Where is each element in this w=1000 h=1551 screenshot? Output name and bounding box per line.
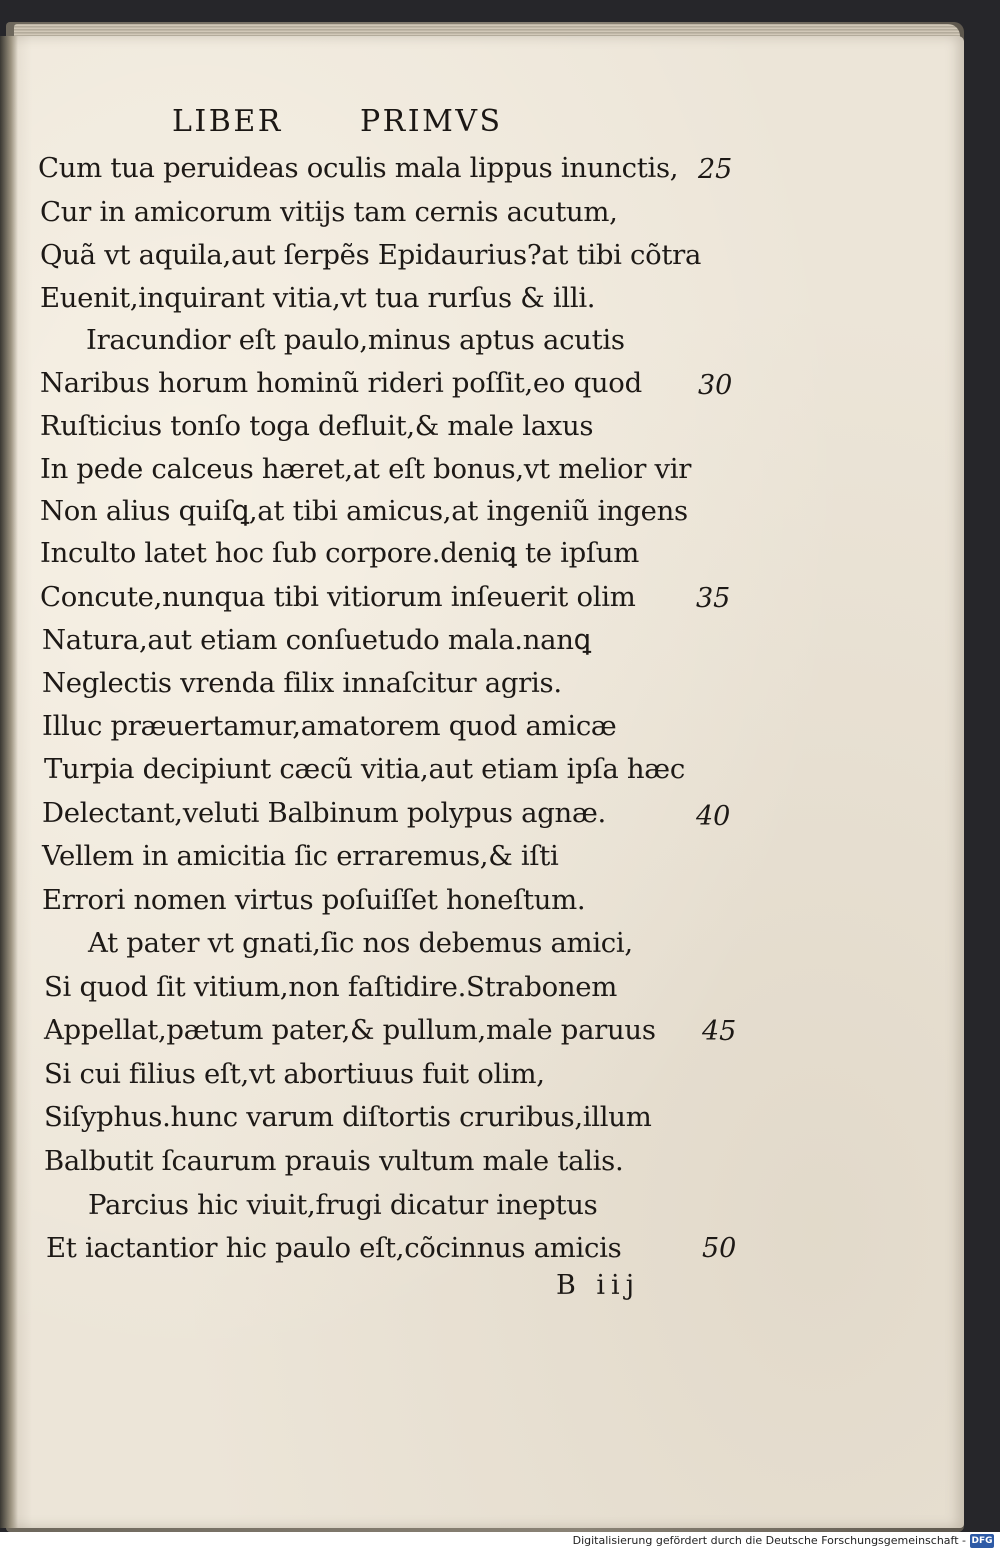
verse-line: Cur in amicorum vitijs tam cernis acutum, (40, 196, 618, 228)
line-number: 30 (698, 370, 733, 401)
book-gutter (0, 36, 18, 1528)
verse-line: In pede calceus hæret,at eſt bonus,vt melior vir (40, 453, 692, 485)
digitization-footer (0, 1532, 1000, 1551)
verse-line: Quã vt aquila,aut ſerpẽs Epidaurius?at tibi cõtra (40, 239, 702, 271)
verse-line: Cum tua peruideas oculis mala lippus inunctis, (38, 152, 679, 184)
verse-line: Non alius quiſꝗ,at tibi amicus,at ingeniũ ingens (40, 495, 688, 527)
verse-line: Si cui filius eſt,vt abortiuus fuit olim, (44, 1058, 545, 1090)
verse-line: Concute,nunqua tibi vitiorum inſeuerit olim (40, 581, 636, 613)
line-number: 40 (696, 801, 731, 832)
verse-line: Illuc præuertamur,amatorem quod amicæ (42, 710, 617, 742)
running-head-left: LIBER (172, 104, 283, 139)
verse-line: Appellat,pætum pater,& pullum,male paruus (44, 1014, 656, 1046)
verse-line: Vellem in amicitia ſic erraremus,& iſti (42, 840, 559, 872)
verse-line: Iracundior eſt paulo,minus aptus acutis (86, 324, 625, 356)
running-head (0, 104, 1000, 144)
verse-line: Parcius hic viuit,frugi dicatur ineptus (88, 1189, 598, 1221)
verse-line: Errori nomen virtus poſuiſſet honeſtum. (42, 884, 586, 916)
verse-line: Naribus horum hominũ rideri poſſit,eo quod (40, 367, 642, 399)
verse-line: Neglectis vrenda filix innaſcitur agris. (42, 667, 562, 699)
verse-line: Delectant,veluti Balbinum polypus agnæ. (42, 797, 606, 829)
verse-line: Balbutit ſcaurum prauis vultum male talis. (44, 1145, 624, 1177)
line-number: 50 (702, 1233, 737, 1264)
signature-mark: B iij (556, 1270, 641, 1301)
verse-line: Natura,aut etiam conſuetudo mala.nanꝗ (42, 624, 591, 656)
verse-line: Inculto latet hoc ſub corpore.deniꝗ te ipſum (40, 537, 640, 569)
verse-line: Turpia decipiunt cæcũ vitia,aut etiam ipſa hæc (44, 753, 685, 785)
verse-line: Euenit,inquirant vitia,vt tua rurſus & illi. (40, 282, 596, 314)
verse-line: At pater vt gnati,ſic nos debemus amici, (88, 927, 633, 959)
line-number: 45 (702, 1016, 737, 1047)
footer-credit: Digitalisierung gefördert durch die Deutsche Forschungsgemeinschaft - (572, 1534, 966, 1547)
line-number: 35 (696, 583, 731, 614)
line-number: 25 (698, 154, 733, 185)
verse-line: Et iactantior hic paulo eſt,cõcinnus amicis (46, 1232, 622, 1264)
verse-line: Siſyphus.hunc varum diſtortis cruribus,illum (44, 1101, 652, 1133)
running-head-right: PRIMVS (360, 104, 503, 139)
dfg-logo: DFG (971, 1536, 993, 1546)
verse-line: Ruſticius tonſo toga defluit,& male laxus (40, 410, 594, 442)
verse-line: Si quod ſit vitium,non faſtidire.Strabonem (44, 971, 617, 1003)
